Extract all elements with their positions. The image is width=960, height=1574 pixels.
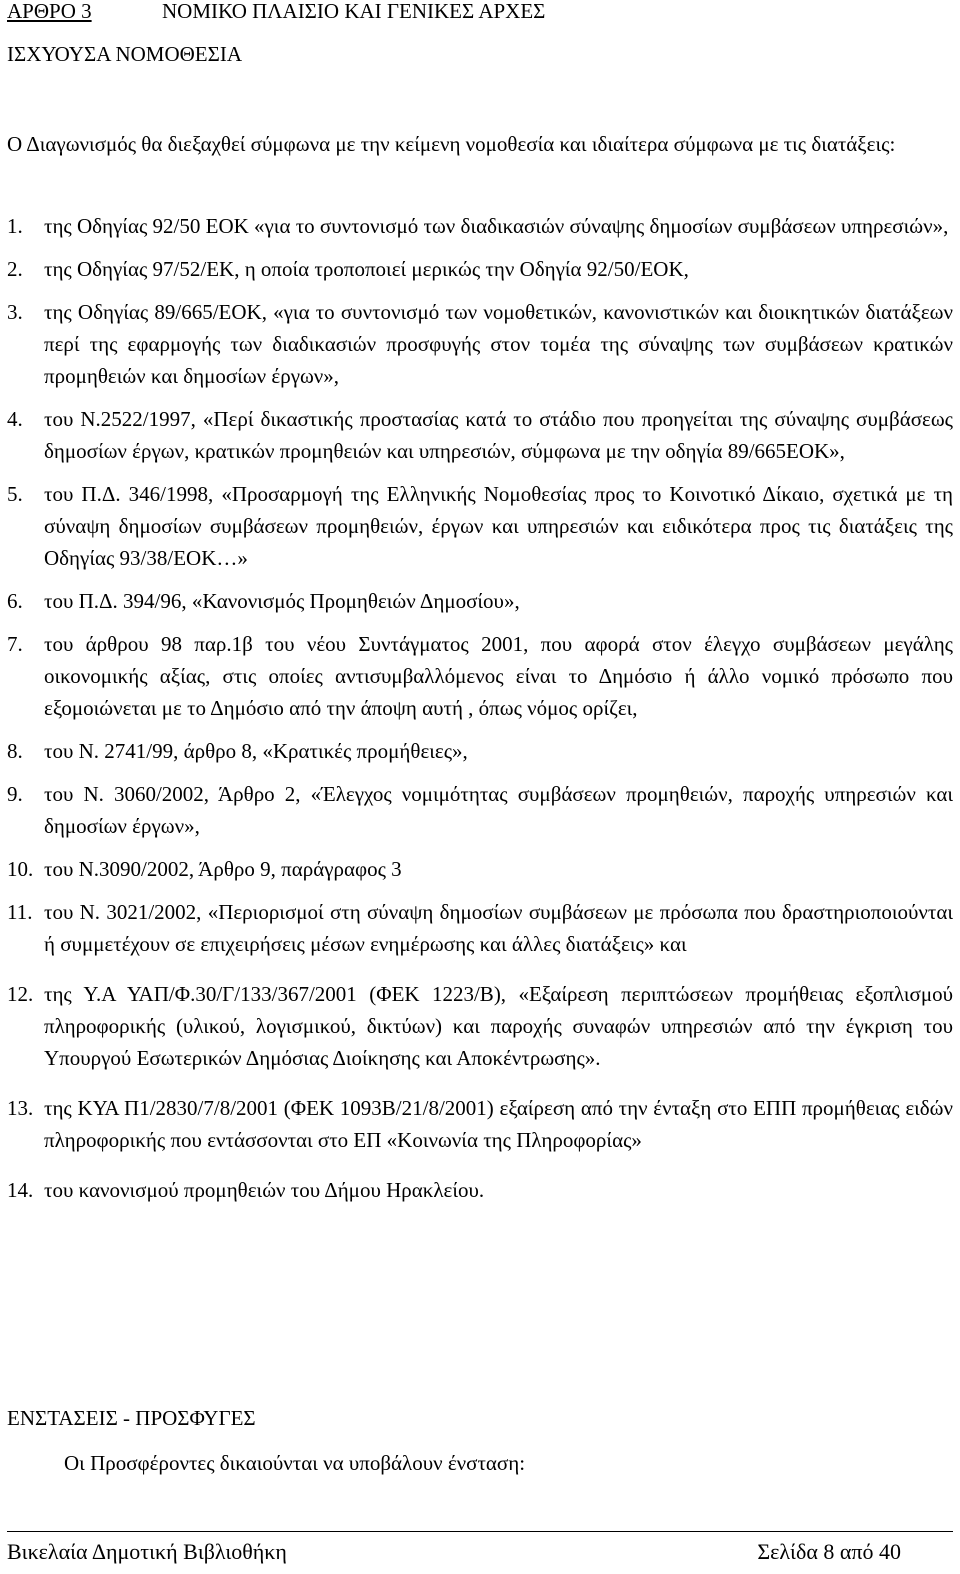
list-item (7, 735, 953, 767)
list-item (7, 853, 953, 885)
list-item-text: του Π.Δ. 346/1998, «Προσαρμογή της Ελληνικής Νομοθεσίας προς το Κοινοτικό Δίκαιο, σχετικά με τη σύναψη δημοσίων συμβάσεων προμηθειών, έργων και υπηρεσιών και ειδικότερα προς τις διατάξεις της Οδηγίας 93/38/ΕΟΚ…» (44, 482, 953, 570)
list-item (7, 478, 953, 574)
list-item-text: του Ν. 3060/2002, Άρθρο 2, «Έλεγχος νομιμότητας συμβάσεων προμηθειών, παροχής υπηρεσιών και δημοσίων έργων», (44, 782, 953, 838)
article-title: ΝΟΜΙΚΟ ΠΛΑΙΣΙΟ ΚΑΙ ΓΕΝΙΚΕΣ ΑΡΧΕΣ (162, 0, 546, 23)
list-item (7, 585, 953, 617)
footer-divider (7, 1531, 953, 1532)
list-item-text: του Ν. 2741/99, άρθρο 8, «Κρατικές προμήθειες», (44, 739, 468, 763)
list-item-text: του Ν.3090/2002, Άρθρο 9, παράγραφος 3 (44, 857, 402, 881)
list-item (7, 210, 953, 242)
list-item (7, 296, 953, 392)
list-item (7, 778, 953, 842)
list-item-number: 4. (7, 407, 23, 431)
list-item-number: 14. (7, 1178, 34, 1202)
list-item-number: 1. (7, 214, 23, 238)
list-item-number: 11. (7, 900, 33, 924)
intro-paragraph: Ο Διαγωνισμός θα διεξαχθεί σύμφωνα με την κείμενη νομοθεσία και ιδιαίτερα σύμφωνα με τις διατάξεις: (7, 132, 896, 156)
article-number: ΑΡΘΡΟ 3 (7, 0, 92, 23)
list-item-number: 6. (7, 589, 23, 613)
objections-heading: ΕΝΣΤΑΣΕΙΣ - ΠΡΟΣΦΥΓΕΣ (7, 1406, 256, 1430)
list-item-text: της Υ.Α ΥΑΠ/Φ.30/Γ/133/367/2001 (ΦΕΚ 1223/Β), «Εξαίρεση περιπτώσεων προμήθειας εξοπλισμού πληροφορικής (υλικού, λογισμικού, δικτύων) και παροχής συναφών υπηρεσιών από την έγκριση του Υπουργού Εσωτερικών Δημόσιας Διοίκησης και Αποκέντρωσης». (44, 982, 953, 1070)
list-item-text: του Π.Δ. 394/96, «Κανονισμός Προμηθειών Δημοσίου», (44, 589, 520, 613)
list-item-text: του Ν. 3021/2002, «Περιορισμοί στη σύναψη δημοσίων συμβάσεων με πρόσωπα που δραστηριοποιούνται ή συμμετέχουν σε επιχειρήσεις μέσων ενημέρωσης και άλλες διατάξεις» και (44, 900, 953, 956)
list-item-number: 2. (7, 257, 23, 281)
list-item-text: του Ν.2522/1997, «Περί δικαστικής προστασίας κατά το στάδιο που προηγείται της σύναψης συμβάσεως δημοσίων έργων, κρατικών προμηθειών και υπηρεσιών, σύμφωνα με την οδηγία 89/665ΕΟΚ», (44, 407, 953, 463)
legislation-list (7, 210, 953, 1217)
list-item-number: 5. (7, 482, 23, 506)
page-footer (7, 1536, 953, 1568)
list-item-text: της Οδηγίας 92/50 ΕΟΚ «για το συντονισμό των διαδικασιών σύναψης δημοσίων συμβάσεων υπηρεσιών», (44, 214, 949, 238)
article-header (7, 0, 546, 27)
list-item (7, 403, 953, 467)
list-item-text: της Οδηγίας 89/665/ΕΟΚ, «για το συντονισμό των νομοθετικών, κανονιστικών και διοικητικών διατάξεων περί της εφαρμογής των διαδικασιών προσφυγής στον τομέα της σύναψης των συμβάσεων κρατικών προμηθειών και δημοσίων έργων», (44, 300, 953, 388)
objections-paragraph: Οι Προσφέροντες δικαιούνται να υποβάλουν ένσταση: (64, 1451, 526, 1475)
list-item-number: 8. (7, 739, 23, 763)
list-item (7, 1092, 953, 1156)
footer-page-number: Σελίδα 8 από 40 (757, 1539, 901, 1564)
list-item (7, 628, 953, 724)
list-item-text: του κανονισμού προμηθειών του Δήμου Ηρακλείου. (44, 1178, 485, 1202)
list-item-number: 9. (7, 782, 23, 806)
list-item-text: της ΚΥΑ Π1/2830/7/8/2001 (ΦΕΚ 1093Β/21/8/2001) εξαίρεση από την ένταξη στο ΕΠΠ προμήθειας ειδών πληροφορικής που εντάσσονται στο ΕΠ «Κοινωνία της Πληροφορίας» (44, 1096, 953, 1152)
section-subtitle: ΙΣΧΥΟΥΣΑ ΝΟΜΟΘΕΣΙΑ (7, 42, 242, 66)
list-item-number: 12. (7, 982, 34, 1006)
list-item (7, 896, 953, 960)
list-item-text: του άρθρου 98 παρ.1β του νέου Συντάγματος 2001, που αφορά στον έλεγχο συμβάσεων μεγάλης οικονομικής αξίας, στις οποίες αντισυμβαλλόμενος είναι το Δημόσιο ή άλλο νομικό πρόσωπο που εξομοιώνεται με το Δημόσιο από την άποψη αυτή , όπως νόμος ορίζει, (44, 632, 953, 720)
list-item-number: 10. (7, 857, 34, 881)
footer-library-name: Βικελαία Δημοτική Βιβλιοθήκη (7, 1539, 287, 1564)
list-item-number: 13. (7, 1096, 34, 1120)
list-item-number: 7. (7, 632, 23, 656)
list-item-number: 3. (7, 300, 23, 324)
list-item (7, 1174, 953, 1206)
list-item-text: της Οδηγίας 97/52/ΕΚ, η οποία τροποποιεί μερικώς την Οδηγία 92/50/ΕΟΚ, (44, 257, 689, 281)
list-item (7, 978, 953, 1074)
list-item (7, 253, 953, 285)
